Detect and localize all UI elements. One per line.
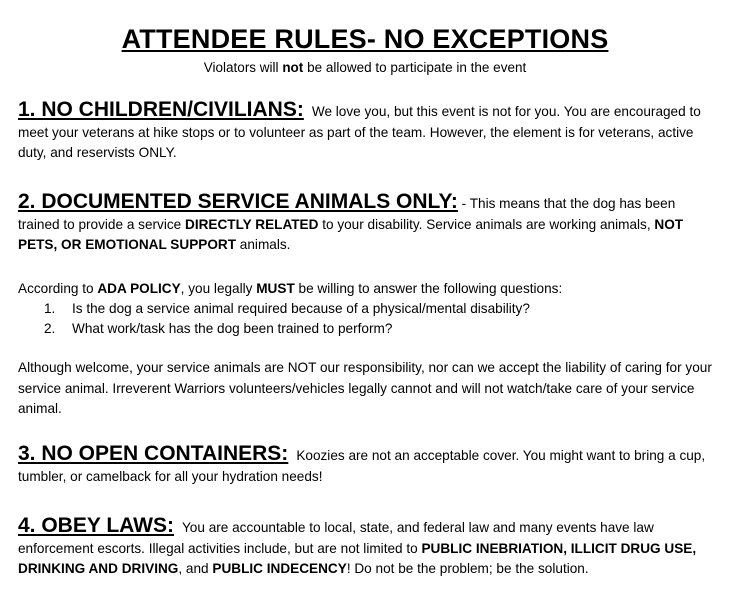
rule-2-paragraph <box>18 192 718 256</box>
rule-2-text-3: animals. <box>236 237 291 252</box>
list-item <box>44 319 530 339</box>
list-item-text: What work/task has the dog been trained to perform? <box>72 321 393 336</box>
rule-1-body: We love you, but this event is not for you. You are encouraged to meet your veterans at hike stops or to volunteer as part of the team. However, the element is for veterans, active duty, and reservists ONLY. <box>18 104 701 160</box>
ada-bold-must: MUST <box>256 281 295 296</box>
list-item <box>44 299 530 319</box>
ada-question-list <box>44 299 530 339</box>
ada-policy-paragraph <box>18 279 718 300</box>
rule-4-bold-activities: PUBLIC INEBRIATION, ILLICIT DRUG USE, DRINKING AND DRIVING <box>18 540 697 576</box>
ada-text-3: be willing to answer the following questions: <box>294 281 563 296</box>
rule-2-text-2: to your disability. Service animals are working animals, <box>318 216 655 232</box>
ada-bold-policy: ADA POLICY <box>97 281 181 296</box>
rule-4-text-3: ! Do not be the problem; be the solution. <box>346 561 589 576</box>
rule-4-bold-public-indecency: PUBLIC INDECENCY <box>212 561 347 576</box>
rule-4-heading: 4. OBEY LAWS: <box>18 514 174 537</box>
subtitle-text-after: be allowed to participate in the event <box>303 60 527 75</box>
list-item-number: 1. <box>44 301 56 316</box>
rule-4-text-2: , and <box>178 561 213 576</box>
rule-2-bold-directly-related: DIRECTLY RELATED <box>185 216 319 232</box>
rule-2-bold-not-pets: NOT PETS, OR EMOTIONAL SUPPORT <box>18 216 684 252</box>
rule-1-paragraph <box>18 100 718 164</box>
list-item-text: Is the dog a service animal required because of a physical/mental disability? <box>72 301 530 316</box>
rule-2-text-1: - This means that the dog has been trained to provide a service <box>18 196 676 232</box>
list-item-number: 2. <box>44 321 56 336</box>
page-subtitle <box>0 60 730 75</box>
subtitle-text-before: Violators will <box>203 60 283 75</box>
rule-3-heading: 3. NO OPEN CONTAINERS: <box>18 442 289 465</box>
ada-text-2: , you legally <box>180 281 257 296</box>
rule-2-heading: 2. DOCUMENTED SERVICE ANIMALS ONLY: <box>18 190 458 213</box>
rule-1-heading: 1. NO CHILDREN/CIVILIANS: <box>18 98 304 121</box>
rule-4-paragraph <box>18 516 718 580</box>
ada-text-1: According to <box>18 281 98 296</box>
rule-4-text-1: You are accountable to local, state, and federal law and many events have law enforcement escorts. Illegal activities include, but are not limited to <box>18 520 654 556</box>
page-title: ATTENDEE RULES- NO EXCEPTIONS <box>121 24 609 54</box>
rule-3-body: Koozies are not an acceptable cover. You might want to bring a cup, tumbler, or camelback for all your hydration needs! <box>18 448 706 484</box>
rule-3-paragraph <box>18 444 718 487</box>
liability-paragraph: Although welcome, your service animals are NOT our responsibility, nor can we accept the liability of caring for your service animal. Irreverent Warriors volunteers/vehicles legally cannot and will not watch/take care of your service animal. <box>18 360 712 416</box>
subtitle-bold-not: not <box>282 60 304 75</box>
